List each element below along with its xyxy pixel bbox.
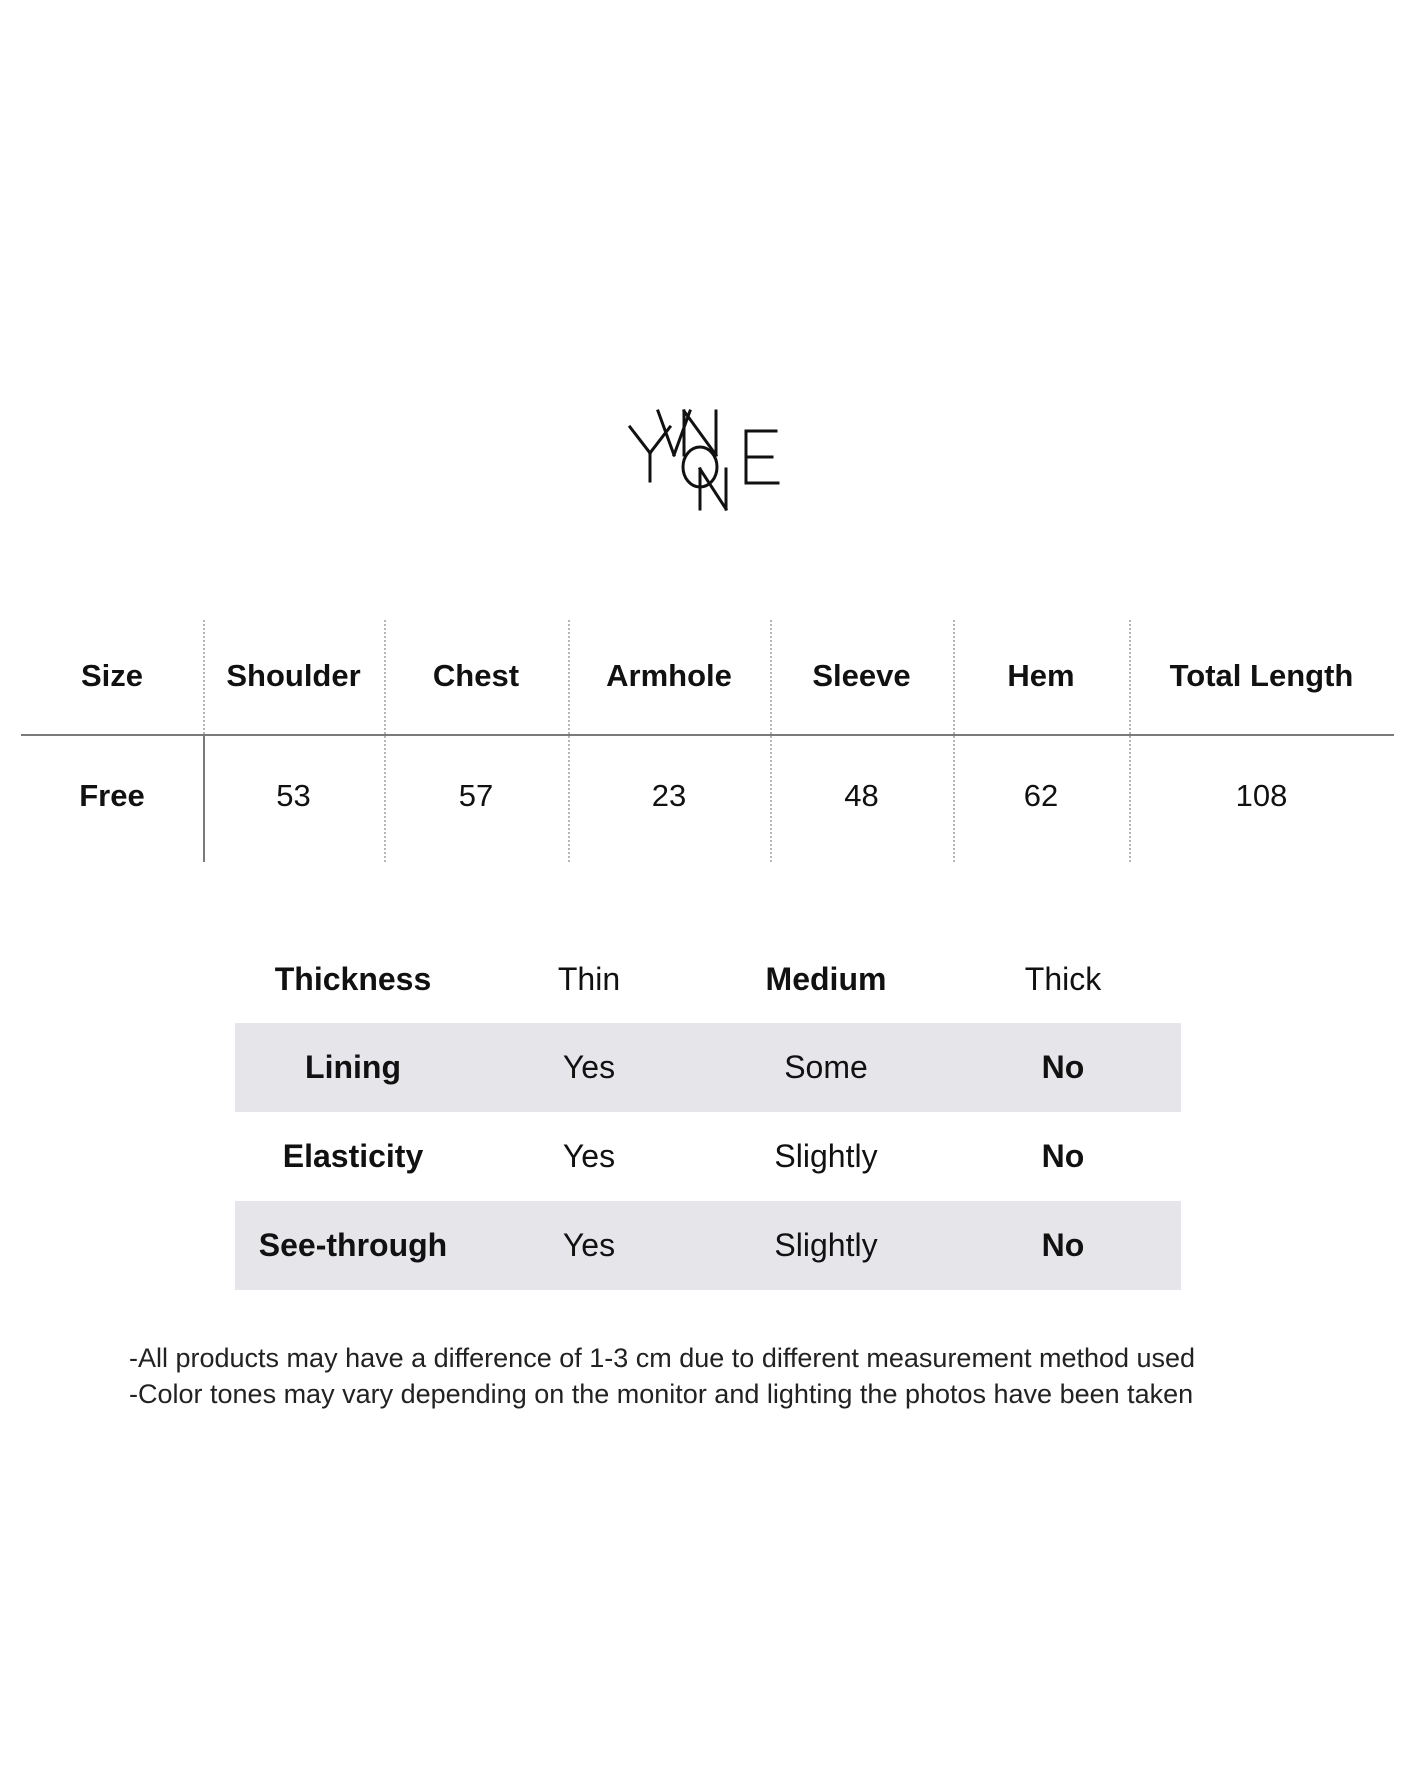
note-color: -Color tones may vary depending on the monitor and lighting the photos have been taken [129,1379,1194,1409]
value-chest: 57 [458,778,494,813]
option-medium: Medium [765,961,887,997]
label-elasticity: Elasticity [282,1138,424,1174]
header-hem: Hem [1007,658,1075,693]
option-slightly: Slightly [774,1227,878,1263]
fabric-row-lining [235,1023,1181,1112]
value-sleeve: 48 [844,778,879,813]
option-slightly: Slightly [774,1138,878,1174]
option-no: No [1041,1227,1085,1263]
value-hem: 62 [1023,778,1059,813]
option-thick: Thick [1024,961,1102,997]
label-see-through: See-through [258,1227,448,1263]
fabric-row-see-through [235,1201,1181,1290]
header-size: Size [80,658,144,693]
disclaimer-notes [129,1340,1309,1412]
value-shoulder: 53 [276,778,311,813]
header-armhole: Armhole [606,658,732,693]
yvonne-monogram-logo-icon [628,405,790,513]
option-yes: Yes [562,1138,616,1174]
option-no: No [1041,1049,1085,1085]
header-divider [21,734,1394,736]
value-armhole: 23 [651,778,687,813]
header-total-length: Total Length [1169,658,1354,693]
header-chest: Chest [432,658,520,693]
note-measurement: -All products may have a difference of 1-3 cm due to different measurement method used [129,1343,1196,1373]
brand-logo [628,405,790,513]
option-no: No [1041,1138,1085,1174]
header-shoulder: Shoulder [226,658,361,693]
option-thin: Thin [557,961,621,997]
fabric-properties-table [235,935,1181,1290]
option-yes: Yes [562,1049,616,1085]
fabric-row-thickness [235,935,1181,1024]
option-some: Some [784,1049,868,1085]
value-total-length: 108 [1235,778,1288,813]
label-thickness: Thickness [274,961,432,997]
label-lining: Lining [305,1049,401,1085]
option-yes: Yes [562,1227,616,1263]
header-sleeve: Sleeve [812,658,911,693]
row-size-free: Free [79,778,145,813]
size-table [21,600,1394,862]
fabric-row-elasticity [235,1112,1181,1201]
